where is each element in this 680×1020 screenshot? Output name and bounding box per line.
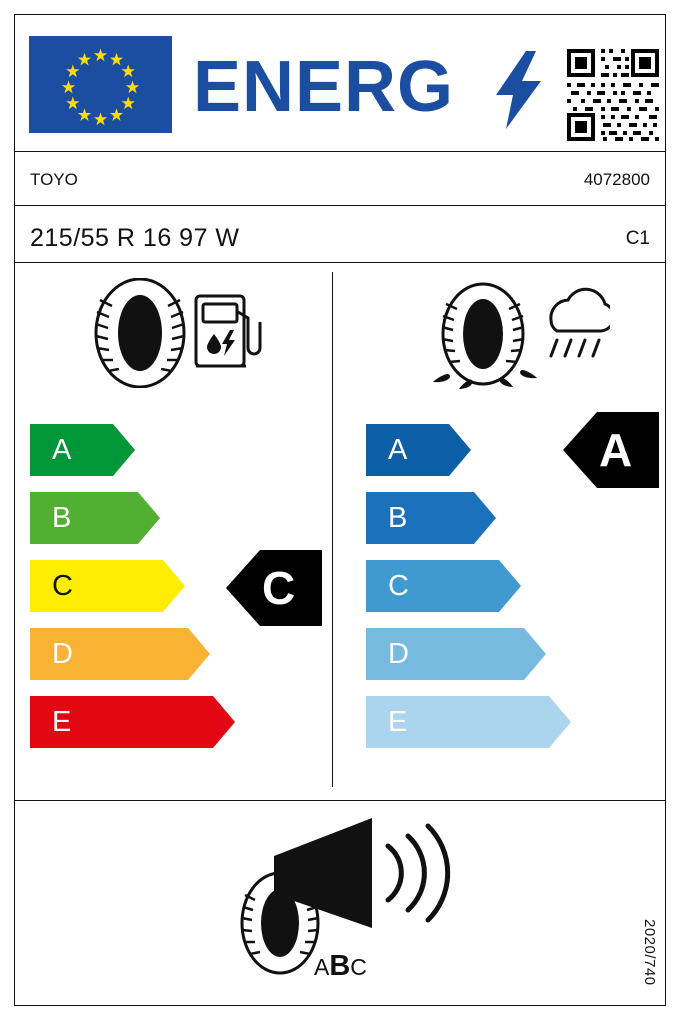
model-code: 4072800 [583,170,650,189]
fuel-grade-c [30,560,185,612]
page-title: ENERG [193,47,455,127]
tyre-class: C1 [625,228,650,249]
qr-code-icon [563,45,663,145]
divider-brand [15,205,665,206]
fuel-efficiency-result [226,550,322,626]
tyre-fuel-pump-icon [88,278,263,388]
divider-header [15,151,665,152]
regulation-reference: 2020/740 [641,919,658,986]
noise-class-a: A [314,954,330,980]
wet-grade-d [366,628,546,680]
noise-class-b: B [329,950,351,982]
wet-grip-result [563,412,659,488]
wet-grade-e-letter: E [388,706,408,738]
tyre-rain-cloud-icon [425,278,610,398]
wet-grade-c-letter: C [388,570,409,602]
divider-sections [332,272,333,787]
wet-grade-c [366,560,521,612]
fuel-grade-e-letter: E [52,706,72,738]
wet-grade-a-letter: A [388,434,408,466]
fuel-grade-d-letter: D [52,638,73,670]
fuel-grade-e [30,696,235,748]
divider-noise [15,800,665,801]
fuel-grade-c-letter: C [52,570,73,602]
wet-grade-a [366,424,471,476]
fuel-efficiency-result-letter: C [262,562,296,614]
noise-unit: dB [336,884,363,909]
wet-grade-e [366,696,571,748]
fuel-grade-b-letter: B [52,502,72,534]
noise-class-scale [314,950,367,983]
wet-grade-b-letter: B [388,502,408,534]
noise-value: 70 [284,878,318,911]
label-header [15,15,665,141]
noise-class-c: C [350,954,367,980]
fuel-grade-b [30,492,160,544]
eu-flag-icon [29,36,172,133]
tyre-size: 215/55 R 16 97 W [30,224,240,252]
brand-name: TOYO [30,170,78,189]
fuel-grade-a-letter: A [52,434,72,466]
divider-size [15,262,665,263]
wet-grade-b [366,492,496,544]
lightning-bolt-icon [496,51,541,129]
fuel-grade-d [30,628,210,680]
fuel-grade-a [30,424,135,476]
wet-grade-d-letter: D [388,638,409,670]
wet-grip-result-letter: A [599,424,633,476]
